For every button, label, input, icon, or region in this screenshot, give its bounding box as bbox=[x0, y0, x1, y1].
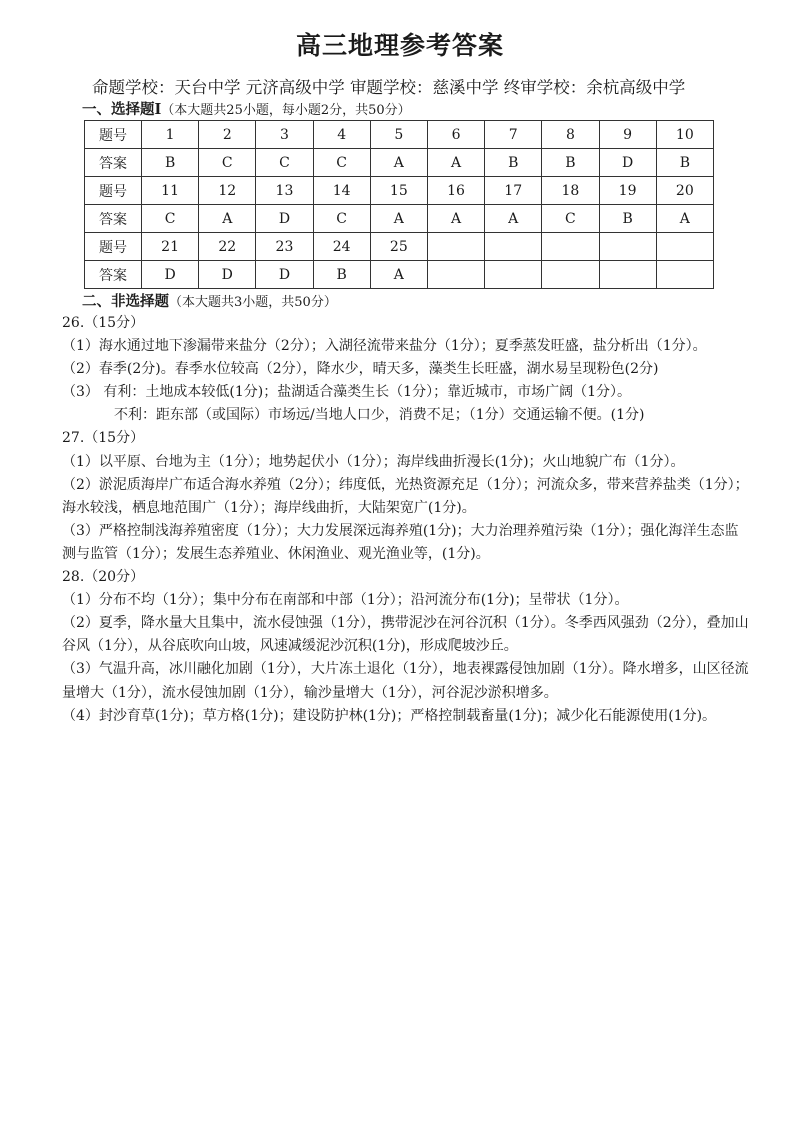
section-1-note: （本大题共25小题，每小题2分，共50分） bbox=[161, 103, 411, 118]
row-label: 答案 bbox=[85, 149, 142, 177]
q27-part-3: （3）严格控制浅海养殖密度（1分）；大力发展深远海养殖(1分)；大力治理养殖污染（1分）；强化海洋生态监测与监管（1分）；发展生态养殖业、休闲渔业、观光渔业等，(1分)。 bbox=[62, 522, 739, 562]
table-cell bbox=[427, 233, 484, 261]
table-cell: 14 bbox=[313, 177, 370, 205]
table-cell: 20 bbox=[656, 177, 713, 205]
table-row bbox=[85, 233, 714, 261]
row-label: 题号 bbox=[85, 121, 142, 149]
table-cell bbox=[542, 261, 599, 289]
table-cell: B bbox=[656, 149, 713, 177]
table-cell: C bbox=[542, 205, 599, 233]
table-cell bbox=[656, 233, 713, 261]
q26-part-3-advantages: （3） 有利：土地成本较低(1分)；盐湖适合藻类生长（1分）；靠近城市，市场广阔（1分）。 bbox=[62, 384, 632, 401]
table-cell: 18 bbox=[542, 177, 599, 205]
table-cell: 15 bbox=[370, 177, 427, 205]
table-cell: C bbox=[142, 205, 199, 233]
section-1-heading bbox=[82, 98, 411, 119]
row-label: 答案 bbox=[85, 261, 142, 289]
table-cell: A bbox=[199, 205, 256, 233]
q26-part-2: （2）春季(2分)。春季水位较高（2分），降水少，晴天多，藻类生长旺盛，湖水易呈现粉色(2分) bbox=[62, 361, 659, 378]
table-row bbox=[85, 177, 714, 205]
answer-table bbox=[84, 120, 714, 289]
table-cell: 6 bbox=[427, 121, 484, 149]
table-row bbox=[85, 121, 714, 149]
row-label: 题号 bbox=[85, 233, 142, 261]
table-cell: B bbox=[599, 205, 656, 233]
table-cell bbox=[542, 233, 599, 261]
table-cell: 12 bbox=[199, 177, 256, 205]
table-cell bbox=[599, 261, 656, 289]
q27-heading: 27.（15分） bbox=[62, 430, 145, 447]
table-cell: C bbox=[313, 205, 370, 233]
table-cell: 16 bbox=[427, 177, 484, 205]
section-1-title: 一、选择题Ⅰ bbox=[82, 101, 162, 118]
table-cell bbox=[599, 233, 656, 261]
table-row bbox=[85, 149, 714, 177]
table-cell bbox=[656, 261, 713, 289]
table-cell: 9 bbox=[599, 121, 656, 149]
q28-part-4: （4）封沙育草(1分)；草方格(1分)；建设防护林(1分)；严格控制载畜量(1分)；减少化石能源使用(1分)。 bbox=[62, 707, 717, 724]
table-cell: B bbox=[313, 261, 370, 289]
table-cell: C bbox=[256, 149, 313, 177]
table-cell bbox=[485, 233, 542, 261]
section-2-title: 二、非选择题 bbox=[82, 293, 169, 310]
table-cell: B bbox=[142, 149, 199, 177]
row-label: 题号 bbox=[85, 177, 142, 205]
q27-part-2: （2）淤泥质海岸广布适合海水养殖（2分）；纬度低，光热资源充足（1分）；河流众多，带来营养盐类（1分）；海水较浅，栖息地范围广（1分）；海岸线曲折，大陆架宽广(1分)。 bbox=[62, 476, 749, 516]
table-row bbox=[85, 261, 714, 289]
section-2-heading bbox=[82, 290, 337, 311]
table-cell: 2 bbox=[199, 121, 256, 149]
schools-line: 命题学校：天台中学 元济高级中学 审题学校：慈溪中学 终审学校：余杭高级中学 bbox=[92, 78, 686, 97]
q26-part-1: （1）海水通过地下渗漏带来盐分（2分）；入湖径流带来盐分（1分）；夏季蒸发旺盛，盐分析出（1分）。 bbox=[62, 338, 707, 355]
answer-body bbox=[62, 312, 752, 728]
q28-part-3: （3）气温升高，冰川融化加剧（1分），大片冻土退化（1分），地表裸露侵蚀加剧（1分）。降水增多，山区径流量增大（1分），流水侵蚀加剧（1分），输沙量增大（1分），河谷泥沙淤积增多。 bbox=[62, 661, 749, 701]
q28-part-1: （1）分布不均（1分）；集中分布在南部和中部（1分）；沿河流分布(1分)；呈带状（1分）。 bbox=[62, 592, 629, 609]
q27-part-1: （1）以平原、台地为主（1分）；地势起伏小（1分）；海岸线曲折漫长(1分)；火山地貌广布（1分）。 bbox=[62, 453, 685, 470]
table-cell bbox=[485, 261, 542, 289]
q28-part-2: （2）夏季，降水量大且集中，流水侵蚀强（1分），携带泥沙在河谷沉积（1分）。冬季西风强劲（2分），叠加山谷风（1分），从谷底吹向山坡，风速减缓泥沙沉积(1分)，形成爬坡沙丘。 bbox=[62, 615, 749, 655]
table-cell: 8 bbox=[542, 121, 599, 149]
table-cell: 1 bbox=[142, 121, 199, 149]
table-cell bbox=[427, 261, 484, 289]
table-cell: 11 bbox=[142, 177, 199, 205]
table-cell: 21 bbox=[142, 233, 199, 261]
table-cell: D bbox=[142, 261, 199, 289]
table-cell: A bbox=[656, 205, 713, 233]
table-cell: 23 bbox=[256, 233, 313, 261]
table-cell: 25 bbox=[370, 233, 427, 261]
table-cell: 7 bbox=[485, 121, 542, 149]
table-cell: D bbox=[256, 205, 313, 233]
table-cell: 24 bbox=[313, 233, 370, 261]
table-cell: C bbox=[313, 149, 370, 177]
table-cell: A bbox=[427, 205, 484, 233]
table-cell: D bbox=[199, 261, 256, 289]
page-title: 高三地理参考答案 bbox=[295, 31, 504, 60]
table-cell: 13 bbox=[256, 177, 313, 205]
q28-heading: 28.（20分） bbox=[62, 569, 145, 586]
table-cell: 19 bbox=[599, 177, 656, 205]
table-cell: C bbox=[199, 149, 256, 177]
table-cell: A bbox=[427, 149, 484, 177]
table-cell: B bbox=[542, 149, 599, 177]
table-cell: 3 bbox=[256, 121, 313, 149]
q26-part-3-disadvantages: 不利：距东部（或国际）市场远/当地人口少，消费不足；（1分）交通运输不便。(1分) bbox=[114, 407, 645, 424]
table-cell: A bbox=[370, 261, 427, 289]
table-cell: 22 bbox=[199, 233, 256, 261]
table-cell: 10 bbox=[656, 121, 713, 149]
table-cell: D bbox=[599, 149, 656, 177]
table-cell: A bbox=[370, 149, 427, 177]
q26-heading: 26.（15分） bbox=[62, 315, 145, 331]
table-cell: A bbox=[370, 205, 427, 233]
table-cell: 5 bbox=[370, 121, 427, 149]
table-cell: D bbox=[256, 261, 313, 289]
table-cell: 17 bbox=[485, 177, 542, 205]
table-cell: A bbox=[485, 205, 542, 233]
table-cell: B bbox=[485, 149, 542, 177]
table-row bbox=[85, 205, 714, 233]
table-cell: 4 bbox=[313, 121, 370, 149]
row-label: 答案 bbox=[85, 205, 142, 233]
section-2-note: （本大题共3小题，共50分） bbox=[169, 295, 337, 310]
